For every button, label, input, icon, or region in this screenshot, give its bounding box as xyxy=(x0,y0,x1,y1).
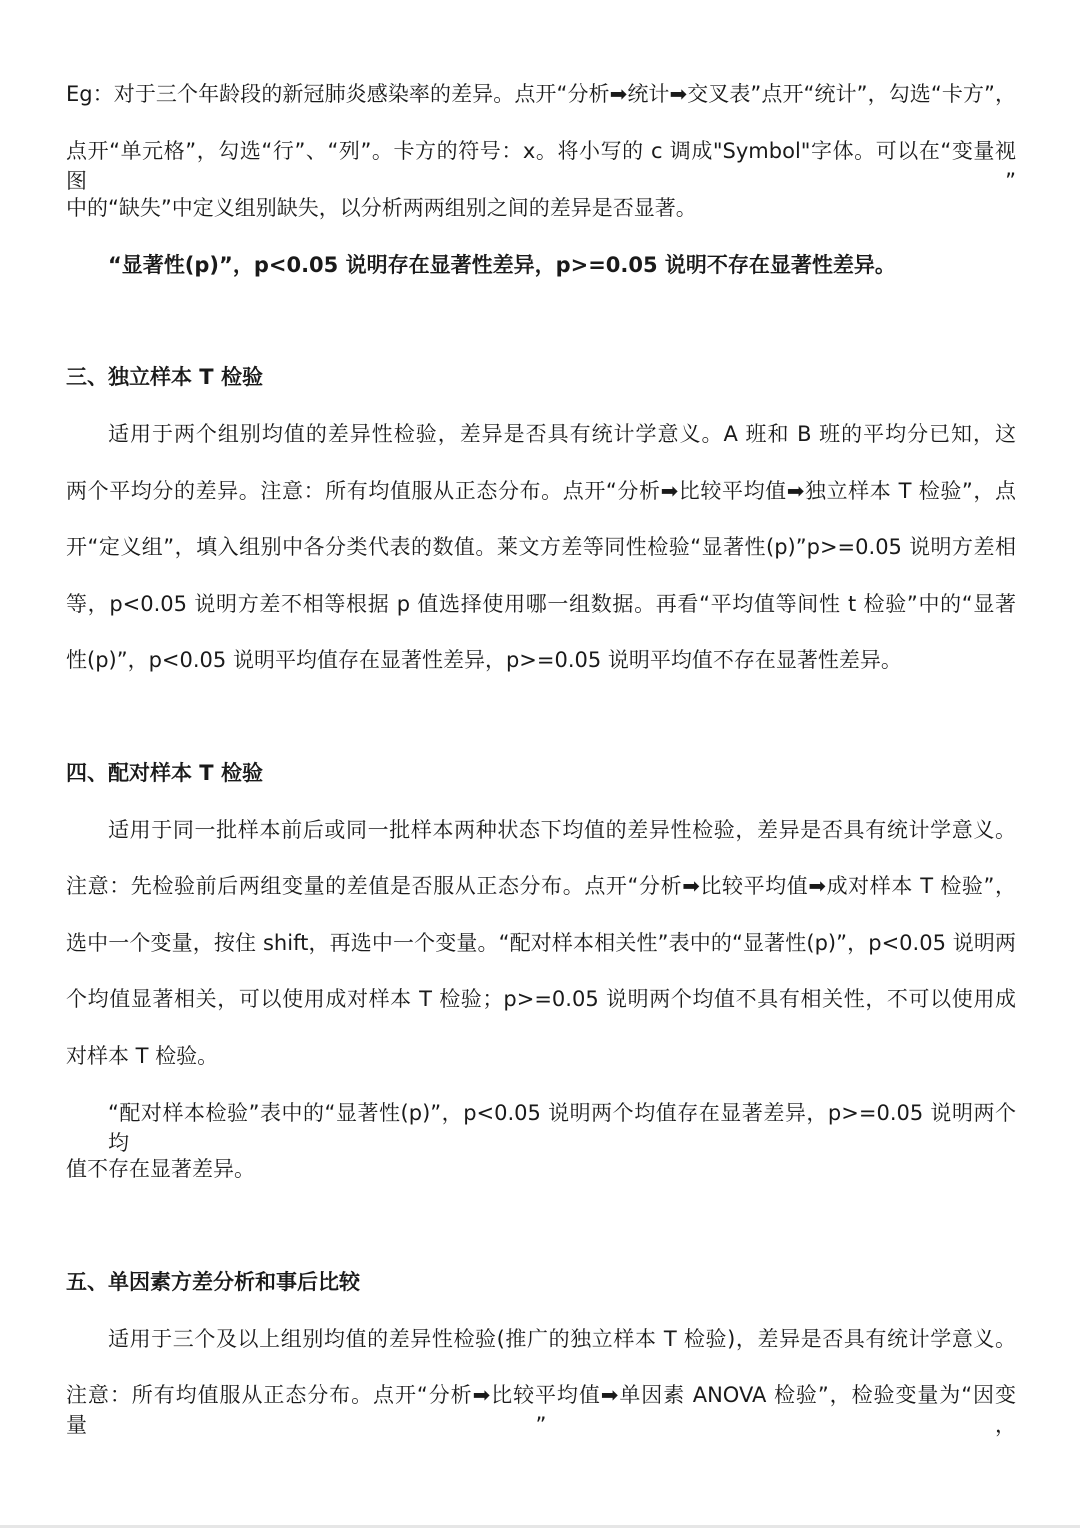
section4-line-5: 对样本 T 检验。 xyxy=(66,1044,219,1068)
section3-line-5: 性(p)”，p<0.05 说明平均值存在显著性差异，p>=0.05 说明平均值不存在显著性差异。 xyxy=(66,648,902,672)
section4-line-3: 选中一个变量，按住 shift，再选中一个变量。“配对样本相关性”表中的“显著性(p)”，p<0.05 说明两 xyxy=(66,931,1016,955)
intro-note: “显著性(p)”，p<0.05 说明存在显著性差异，p>=0.05 说明不存在显著性差异。 xyxy=(108,253,896,277)
section4-line-6: “配对样本检验”表中的“显著性(p)”，p<0.05 说明两个均值存在显著差异，p>=0.05 说明两个均 xyxy=(108,1101,1016,1155)
section5-line-2: 注意：所有均值服从正态分布。点开“分析➡比较平均值➡单因素 ANOVA 检验”，检验变量为“因变量”， xyxy=(66,1383,1016,1437)
section3-line-1: 适用于两个组别均值的差异性检验，差异是否具有统计学意义。A 班和 B 班的平均分已知，这 xyxy=(108,422,1016,446)
section3-line-4: 等，p<0.05 说明方差不相等根据 p 值选择使用哪一组数据。再看“平均值等间性 t 检验”中的“显著 xyxy=(66,592,1016,616)
section3-line-2: 两个平均分的差异。注意：所有均值服从正态分布。点开“分析➡比较平均值➡独立样本 T 检验”，点 xyxy=(66,479,1016,503)
section3-line-3: 开“定义组”，填入组别中各分类代表的数值。莱文方差等同性检验“显著性(p)”p>=0.05 说明方差相 xyxy=(66,535,1016,559)
intro-line-2: 点开“单元格”，勾选“行”、“列”。卡方的符号：x。将小写的 c 调成"Symbol"字体。可以在“变量视图” xyxy=(66,139,1016,193)
section4-line-1: 适用于同一批样本前后或同一批样本两种状态下均值的差异性检验，差异是否具有统计学意义。 xyxy=(108,818,1016,842)
section3-heading: 三、独立样本 T 检验 xyxy=(66,365,263,389)
section4-line-4: 个均值显著相关，可以使用成对样本 T 检验；p>=0.05 说明两个均值不具有相关性，不可以使用成 xyxy=(66,987,1016,1011)
section4-line-7: 值不存在显著差异。 xyxy=(66,1157,255,1181)
section5-heading: 五、单因素方差分析和事后比较 xyxy=(66,1270,360,1294)
intro-line-3: 中的“缺失”中定义组别缺失，以分析两两组别之间的差异是否显著。 xyxy=(66,196,697,220)
section4-line-2: 注意：先检验前后两组变量的差值是否服从正态分布。点开“分析➡比较平均值➡成对样本 T 检验”， xyxy=(66,874,1016,898)
section4-heading: 四、配对样本 T 检验 xyxy=(66,761,263,785)
intro-line-1: Eg：对于三个年龄段的新冠肺炎感染率的差异。点开“分析➡统计➡交叉表”点开“统计”，勾选“卡方”， xyxy=(66,82,1016,106)
section5-line-1: 适用于三个及以上组别均值的差异性检验(推广的独立样本 T 检验)，差异是否具有统计学意义。 xyxy=(108,1327,1016,1351)
